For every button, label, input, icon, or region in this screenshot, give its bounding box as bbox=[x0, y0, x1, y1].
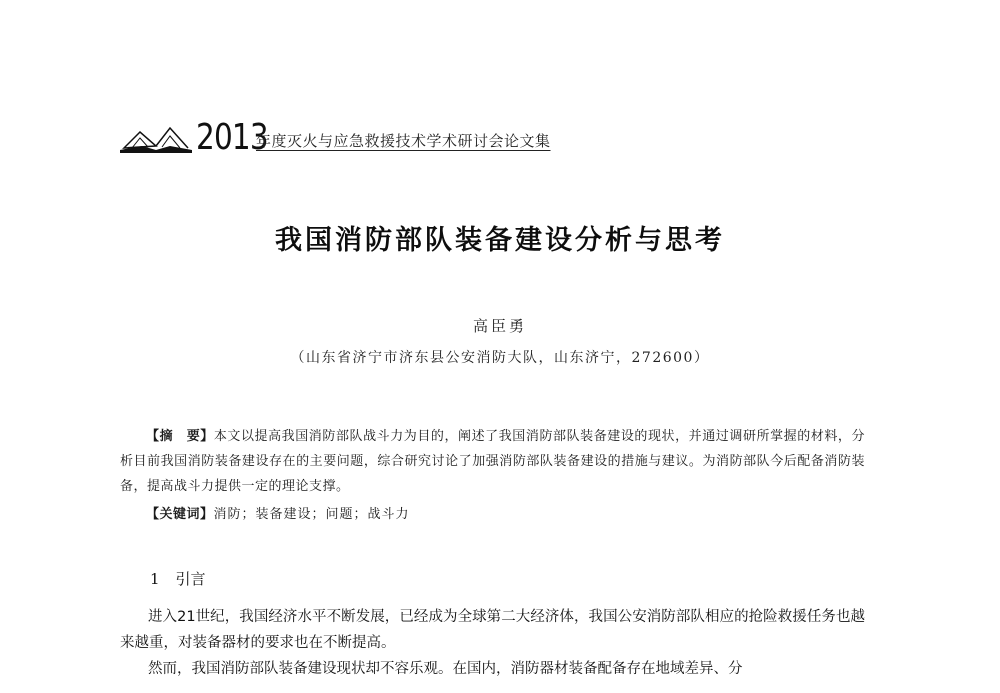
author-affiliation: （山东省济宁市济东县公安消防大队，山东济宁，272600） bbox=[290, 350, 710, 366]
body-text bbox=[120, 604, 865, 682]
section-heading bbox=[150, 568, 206, 589]
paragraph: 然而，我国消防部队装备建设现状却不容乐观。在国内，消防器材装备配备存在地域差异、分 bbox=[148, 661, 743, 677]
open-book-icon bbox=[118, 120, 194, 154]
keywords bbox=[146, 502, 866, 527]
abstract-label: 【摘 要】 bbox=[146, 429, 214, 444]
abstract-text: 本文以提高我国消防部队战斗力为目的，阐述了我国消防部队装备建设的现状，并通过调研所掌握的材料，分析目前我国消防装备建设存在的主要问题，综合研究讨论了加强消防部队装备建设的措施与建议。为消防部队今后配备消防装备，提高战斗力提供一定的理论支撑。 bbox=[120, 429, 865, 494]
section-title: 引言 bbox=[175, 570, 206, 588]
author-name: 高臣勇 bbox=[472, 317, 527, 335]
keywords-text: 消防；装备建设；问题；战斗力 bbox=[213, 507, 410, 522]
keywords-label: 【关键词】 bbox=[146, 507, 214, 522]
paragraph: 进入21世纪，我国经济水平不断发展，已经成为全球第二大经济体，我国公安消防部队相应的抢险救援任务也越来越重，对装备器材的要求也在不断提高。 bbox=[120, 609, 865, 651]
section-number: 1 bbox=[150, 570, 160, 588]
abstract bbox=[120, 424, 865, 499]
paper-title: 我国消防部队装备建设分析与思考 bbox=[275, 225, 725, 256]
running-header bbox=[118, 118, 638, 158]
proceedings-title: 年度灭火与应急救援技术学术研讨会论文集 bbox=[256, 132, 551, 150]
header-year: 2013 bbox=[196, 117, 268, 158]
